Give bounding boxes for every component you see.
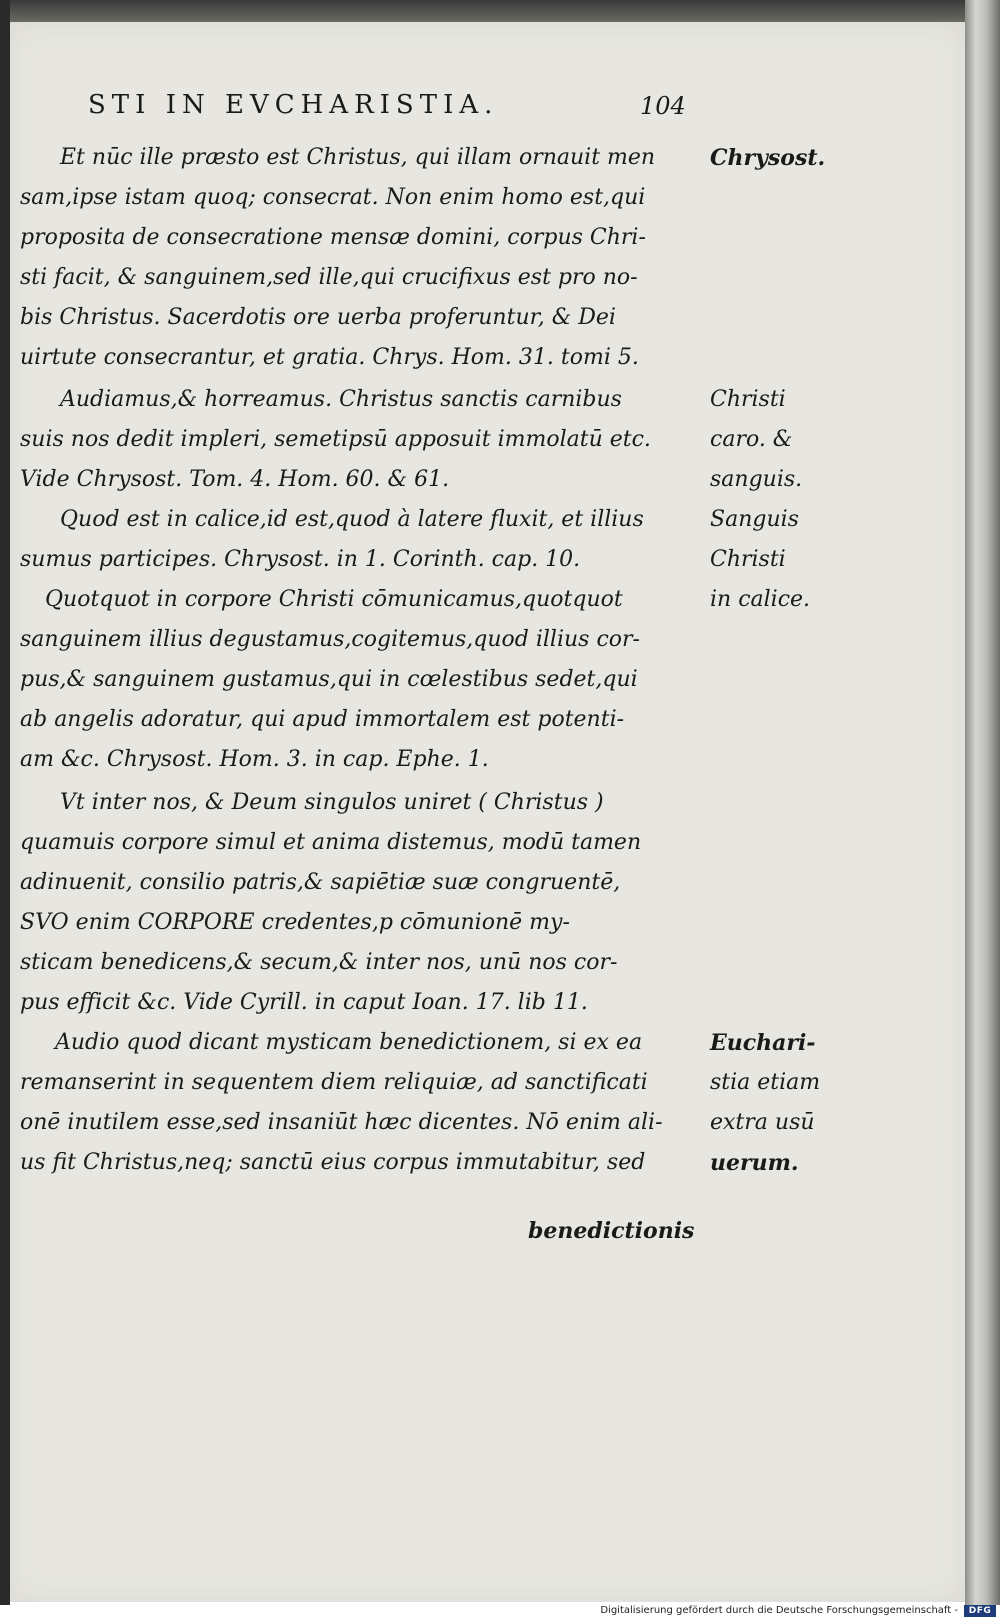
body-line: pus,& sanguinem gustamus,qui in cœlestibus sedet,qui bbox=[20, 667, 638, 692]
body-line: pus efficit &c. Vide Cyrill. in caput Ioan. 17. lib 11. bbox=[20, 990, 588, 1015]
running-head: STI IN EVCHARISTIA. bbox=[88, 90, 499, 120]
margin-note: stia etiam bbox=[710, 1070, 821, 1095]
body-line: Quotquot in corpore Christi cōmunicamus,quotquot bbox=[45, 587, 623, 612]
body-line: Audio quod dicant mysticam benedictionem, si ex ea bbox=[55, 1030, 643, 1055]
margin-note: Euchari- bbox=[710, 1030, 816, 1056]
margin-note: extra usū bbox=[710, 1110, 815, 1135]
body-line: ab angelis adoratur, qui apud immortalem est potenti- bbox=[20, 707, 625, 732]
body-line: adinuenit, consilio patris,& sapiētiæ suæ congruentē, bbox=[20, 870, 621, 895]
body-line: us fit Christus,neq; sanctū eius corpus immutabitur, sed bbox=[20, 1150, 646, 1175]
body-line: Et nūc ille præsto est Christus, qui illam ornauit men bbox=[60, 145, 656, 170]
margin-note: sanguis. bbox=[710, 467, 803, 492]
funding-credit: Digitalisierung gefördert durch die Deutsche Forschungsgemeinschaft - bbox=[600, 1605, 958, 1616]
body-line: Quod est in calice,id est,quod à latere fluxit, et illius bbox=[60, 507, 644, 532]
body-line: onē inutilem esse,sed insaniūt hæc dicentes. Nō enim ali- bbox=[20, 1110, 663, 1135]
body-line: Vt inter nos, & Deum singulos uniret ( Christus ) bbox=[60, 790, 604, 815]
body-line: sumus participes. Chrysost. in 1. Corinth. cap. 10. bbox=[20, 547, 581, 572]
body-line: sanguinem illius degustamus,cogitemus,quod illius cor- bbox=[20, 627, 640, 652]
body-line: quamuis corpore simul et anima distemus, modū tamen bbox=[20, 830, 642, 855]
body-line: Audiamus,& horreamus. Christus sanctis carnibus bbox=[60, 387, 622, 412]
body-line: sam,ipse istam quoq; consecrat. Non enim homo est,qui bbox=[20, 185, 646, 210]
margin-note: Sanguis bbox=[710, 507, 799, 532]
margin-note: Chrysost. bbox=[710, 145, 826, 171]
margin-note: Christi bbox=[710, 387, 786, 412]
body-line: suis nos dedit impleri, semetipsū apposuit immolatū etc. bbox=[20, 427, 651, 452]
body-line: proposita de consecratione mensæ domini, corpus Chri- bbox=[20, 225, 646, 250]
margin-note: Christi bbox=[710, 547, 786, 572]
margin-note: caro. & bbox=[710, 427, 793, 452]
page-left-edge bbox=[0, 0, 10, 1605]
dfg-logo: DFG bbox=[964, 1605, 996, 1617]
catchword: benedictionis bbox=[528, 1218, 695, 1244]
body-line: Vide Chrysost. Tom. 4. Hom. 60. & 61. bbox=[20, 467, 450, 492]
book-spine bbox=[965, 0, 1000, 1605]
margin-note: uerum. bbox=[710, 1150, 799, 1176]
body-line: uirtute consecrantur, et gratia. Chrys. Hom. 31. tomi 5. bbox=[20, 345, 639, 370]
body-line: bis Christus. Sacerdotis ore uerba proferuntur, & Dei bbox=[20, 305, 616, 330]
body-line: remanserint in sequentem diem reliquiæ, ad sanctificati bbox=[20, 1070, 648, 1095]
body-line: am &c. Chrysost. Hom. 3. in cap. Ephe. 1. bbox=[20, 747, 489, 772]
body-line: SVO enim CORPORE credentes,p cōmunionē my- bbox=[20, 910, 570, 935]
page-number: 104 bbox=[640, 92, 686, 120]
margin-note: in calice. bbox=[710, 587, 811, 612]
page-top-edge bbox=[0, 0, 990, 22]
body-line: sti facit, & sanguinem,sed ille,qui crucifixus est pro no- bbox=[20, 265, 638, 290]
body-line: sticam benedicens,& secum,& inter nos, unū nos cor- bbox=[20, 950, 618, 975]
